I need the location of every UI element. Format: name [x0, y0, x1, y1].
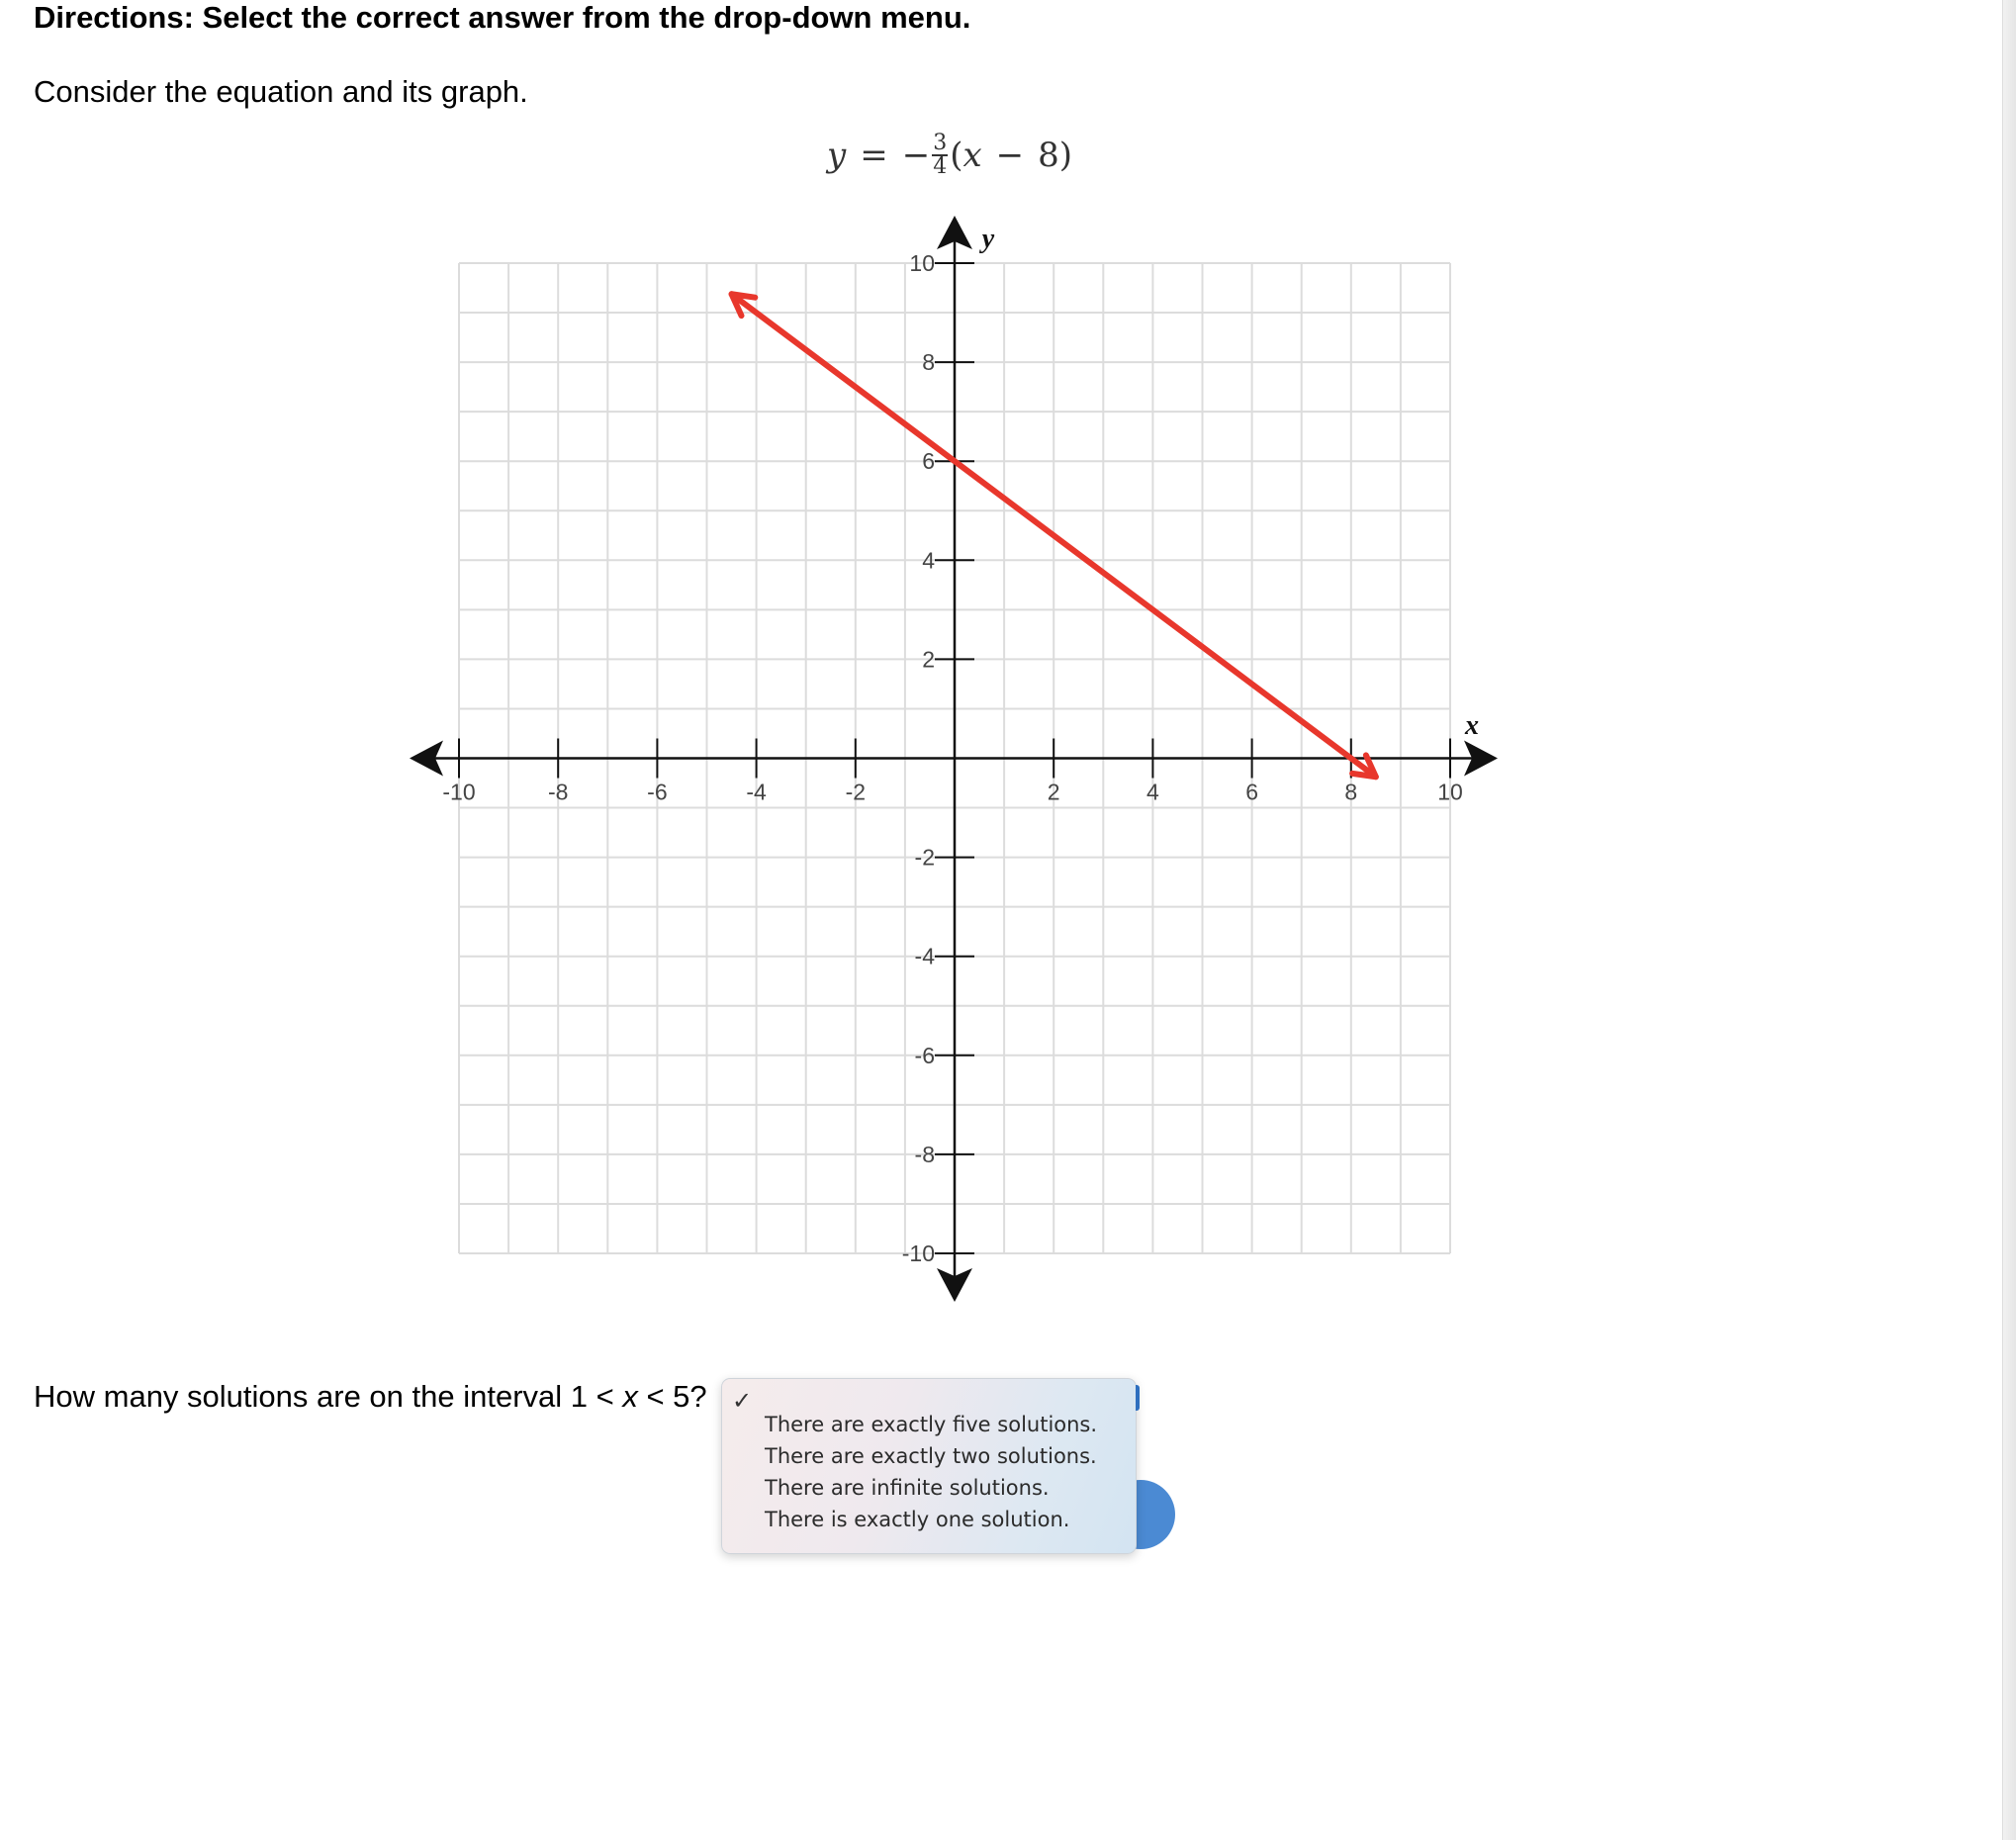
x-tick-label: -6	[647, 779, 668, 805]
x-tick-label: 6	[1245, 779, 1258, 805]
x-tick-label: 8	[1344, 779, 1358, 805]
equation-lhs: y	[827, 136, 847, 175]
dropdown-option-two[interactable]: There are exactly two solutions.	[765, 1444, 1097, 1468]
fraction-numerator: 3	[933, 131, 948, 155]
fraction-denominator: 4	[933, 154, 948, 179]
x-axis-label: x	[1465, 710, 1479, 741]
y-tick-label: -8	[914, 1141, 935, 1167]
x-tick-label: 10	[1437, 779, 1463, 805]
checkmark-icon: ✓	[732, 1387, 753, 1415]
equation-operator: −	[995, 136, 1025, 175]
y-tick-label: -4	[914, 943, 935, 969]
equation-minus: −	[901, 136, 931, 175]
x-tick-label: 2	[1047, 779, 1060, 805]
y-tick-label: 2	[922, 646, 935, 673]
x-tick-label: -10	[442, 779, 476, 805]
directions-text: Directions: Select the correct answer from the drop-down menu.	[34, 0, 971, 35]
x-tick-label: -2	[845, 779, 867, 805]
x-tick-label: -8	[547, 779, 569, 805]
intro-text: Consider the equation and its graph.	[34, 74, 528, 109]
y-axis-label: y	[981, 224, 995, 254]
question-suffix: < 5?	[637, 1379, 707, 1414]
dropdown-option-five[interactable]: There are exactly five solutions.	[765, 1413, 1098, 1436]
x-tick-label: -4	[746, 779, 767, 805]
equation-open-paren: (	[950, 136, 963, 175]
question-var: x	[622, 1379, 638, 1414]
y-tick-label: 8	[922, 349, 935, 376]
answer-dropdown-menu[interactable]	[721, 1378, 1137, 1554]
dropdown-edge	[1136, 1385, 1140, 1411]
x-tick-label: 4	[1146, 779, 1159, 805]
y-tick-label: 10	[909, 250, 935, 276]
equation-constant: 8)	[1038, 136, 1073, 175]
dropdown-option-infinite[interactable]: There are infinite solutions.	[765, 1476, 1050, 1500]
y-tick-label: -10	[901, 1241, 935, 1266]
y-tick-label: -2	[914, 844, 935, 871]
question-text	[34, 1379, 707, 1415]
equation-equals: =	[860, 136, 888, 175]
x-tick-labels	[442, 780, 1462, 805]
y-tick-label: 4	[922, 547, 935, 574]
axes	[410, 216, 1498, 1302]
y-tick-label: -6	[914, 1042, 935, 1068]
equation-var: x	[962, 136, 982, 175]
dropdown-option-one[interactable]: There is exactly one solution.	[765, 1508, 1070, 1531]
question-prefix: How many solutions are on the interval 1 <	[34, 1379, 623, 1414]
y-tick-label: 6	[922, 448, 935, 475]
